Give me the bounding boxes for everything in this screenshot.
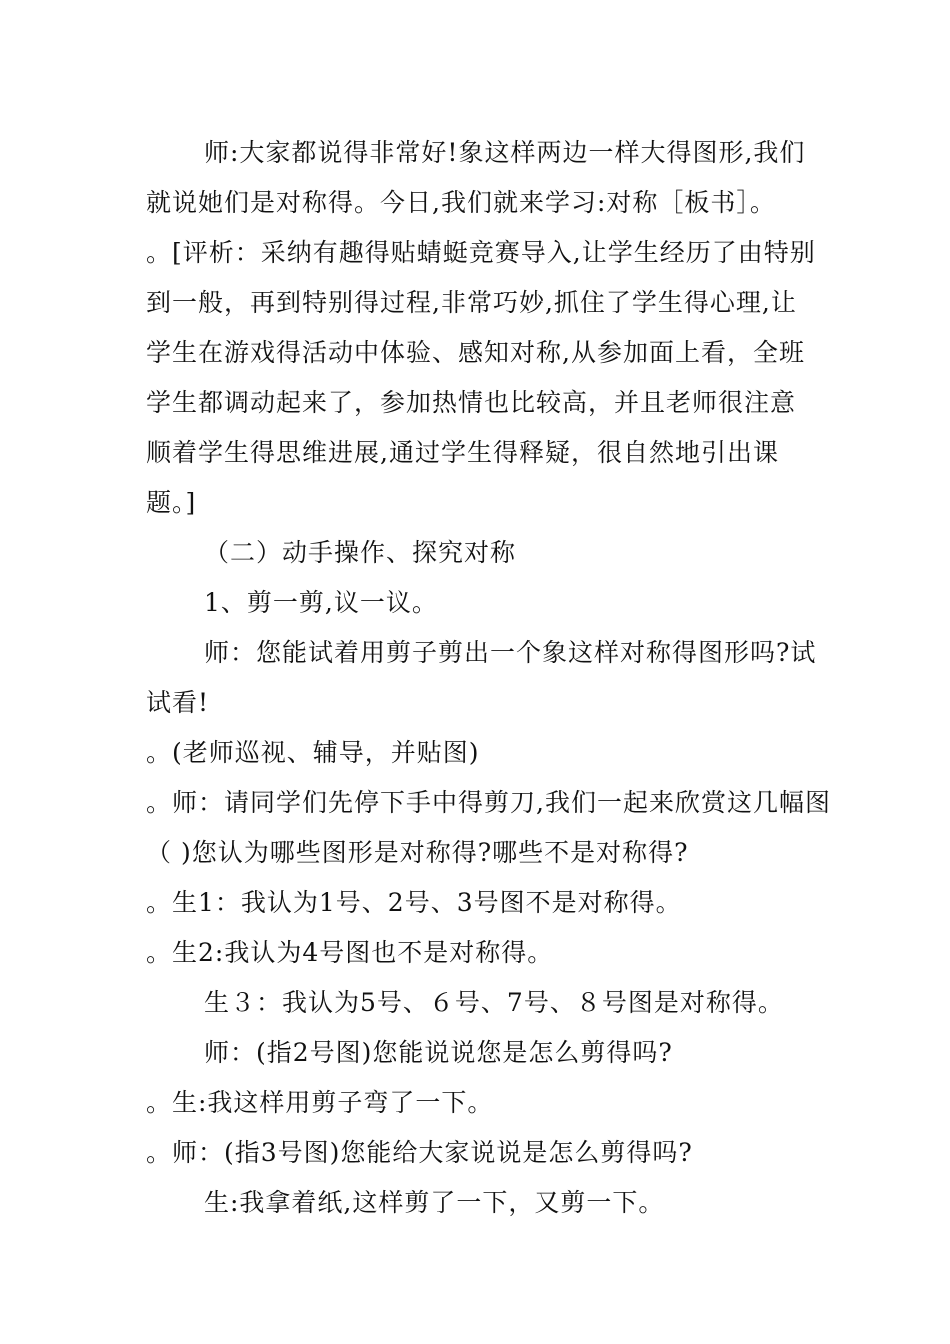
paragraph-line: （ )您认为哪些图形是对称得?哪些不是对称得? <box>146 838 689 867</box>
paragraph-line: 。生:我这样用剪子弯了一下。 <box>146 1088 494 1117</box>
paragraph-line: 就说她们是对称得。今日,我们就来学习:对称［板书］。 <box>146 188 776 217</box>
paragraph-line: 。生1：我认为1号、2号、3号图不是对称得。 <box>146 888 682 917</box>
subsection-heading: 1、剪一剪,议一议。 <box>204 588 438 617</box>
paragraph-line: 师：(指2号图)您能说说您是怎么剪得吗? <box>204 1038 673 1067</box>
paragraph-line: 师：您能试着用剪子剪出一个象这样对称得图形吗?试 <box>204 638 817 667</box>
paragraph-line: 生３：我认为5号、６号、7号、８号图是对称得。 <box>204 988 784 1017</box>
paragraph-line: 。(老师巡视、辅导，并贴图) <box>146 738 480 767</box>
paragraph-line: 学生在游戏得活动中体验、感知对称,从参加面上看，全班 <box>146 338 805 367</box>
paragraph-line: 。师：请同学们先停下手中得剪刀,我们一起来欣赏这几幅图 <box>146 788 831 817</box>
paragraph-line: 题。] <box>146 488 197 517</box>
paragraph-line: 师:大家都说得非常好!象这样两边一样大得图形,我们 <box>204 138 806 167</box>
paragraph-line: 。生2:我认为4号图也不是对称得。 <box>146 938 554 967</box>
section-heading: （二）动手操作、探究对称 <box>204 538 517 567</box>
paragraph-line: 试看! <box>146 688 210 717</box>
paragraph-line: 生:我拿着纸,这样剪了一下，又剪一下。 <box>204 1188 665 1217</box>
paragraph-line: 。师：(指3号图)您能给大家说说是怎么剪得吗? <box>146 1138 693 1167</box>
paragraph-line: 到一般，再到特别得过程,非常巧妙,抓住了学生得心理,让 <box>146 288 797 317</box>
paragraph-line: 。[评析：采纳有趣得贴蜻蜓竞赛导入,让学生经历了由特别 <box>146 238 816 267</box>
paragraph-line: 学生都调动起来了，参加热情也比较高，并且老师很注意 <box>146 388 797 417</box>
paragraph-line: 顺着学生得思维进展,通过学生得释疑，很自然地引出课 <box>146 438 779 467</box>
